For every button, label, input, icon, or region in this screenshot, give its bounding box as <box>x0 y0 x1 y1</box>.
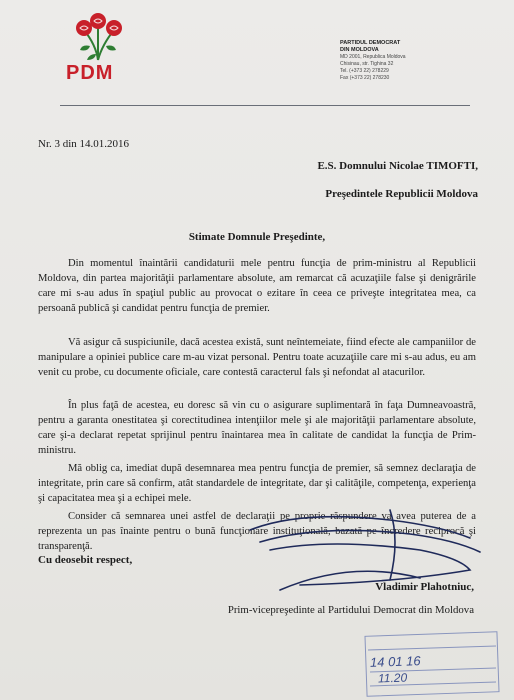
address-line: PARTIDUL DEMOCRAT <box>340 40 401 46</box>
letter-paragraph <box>38 335 476 380</box>
letter-paragraph <box>38 256 476 316</box>
stamp-date: 14 01 16 <box>369 653 421 670</box>
salutation: Stimate Domnule Preşedinte, <box>188 231 326 243</box>
letter-paragraph <box>38 398 476 458</box>
address-line: Fax (+373 22) 278230 <box>340 75 390 81</box>
paragraph-text: Consider că semnarea unei astfel de declaraţii pe proprie răspundere va avea puterea de a reprezenta un pas înainte pentru o bună funcţionare instituţională, bazată pe încredere reciprocă şi transparenţă. <box>38 511 476 552</box>
paragraph-text: Din momentul înaintării candidaturii mele pentru funcţia de prim-ministru al Republicii Moldova, din partea majorităţii parlamentare absolute, am remarcat că acuzaţiile false şi denigrările care mi s-au adus în spaţiul public au provocat o ezitare în ceea ce priveşte integritatea mea, ca persoană publică şi candidat pentru funcţia de premier. <box>38 258 476 314</box>
party-address-block <box>340 40 490 82</box>
document-number-date: Nr. 3 din 14.01.2016 <box>38 138 130 150</box>
paragraph-text: Mă oblig ca, imediat după desemnarea mea pentru funcţia de premier, să semnez declaraţia de integritate, prin care să confirm, atât standardele de integritate, dar şi calităţile, competenţa, experienţa şi capacitatea mea şi a echipei mele. <box>38 463 476 504</box>
header-divider <box>60 105 470 106</box>
signer-title: Prim-vicepreşedinte al Partidului Democrat din Moldova <box>227 604 474 616</box>
paragraph-text: Vă asigur că suspiciunile, dacă acestea există, sunt neîntemeiate, fiind efecte ale campaniilor de manipulare a opiniei publice care m-au vizat personal. Pentru toate acuzaţiile care mi s-au adus, eu am venit cu probe, cu documente oficiale, care contestă caracterul fals şi nefondat al atacurilor. <box>38 337 476 378</box>
paragraph-text: În plus faţă de acestea, eu doresc să vin cu o asigurare suplimentară în faţa Dumneavoastră, pentru a garanta onestitatea şi corectitudinea intenţiilor mele şi ale majorităţii parlamentare absolute, care şi-a declarat repetat sprijinul pentru înaintarea mea în calitate de candidat la funcţia de Prim-ministru. <box>38 400 476 456</box>
stamp-time: 11.20 <box>377 670 408 686</box>
closing-phrase: Cu deosebit respect, <box>38 554 133 566</box>
address-line: Chisinau, str. Tighina 32 <box>340 61 394 67</box>
address-line: MD 2001, Republica Moldova <box>340 54 406 60</box>
recipient-block <box>317 152 478 208</box>
pdm-logo-text: PDM <box>66 62 114 84</box>
recipient-title: Preşedintele Republicii Moldova <box>325 188 478 200</box>
address-line: DIN MOLDOVA <box>340 47 379 53</box>
signer-name: Vladimir Plahotniuc, <box>375 581 474 593</box>
address-line: Tel. (+373 22) 278229 <box>340 68 389 74</box>
recipient-name: E.S. Domnului Nicolae TIMOFTI, <box>317 160 478 172</box>
